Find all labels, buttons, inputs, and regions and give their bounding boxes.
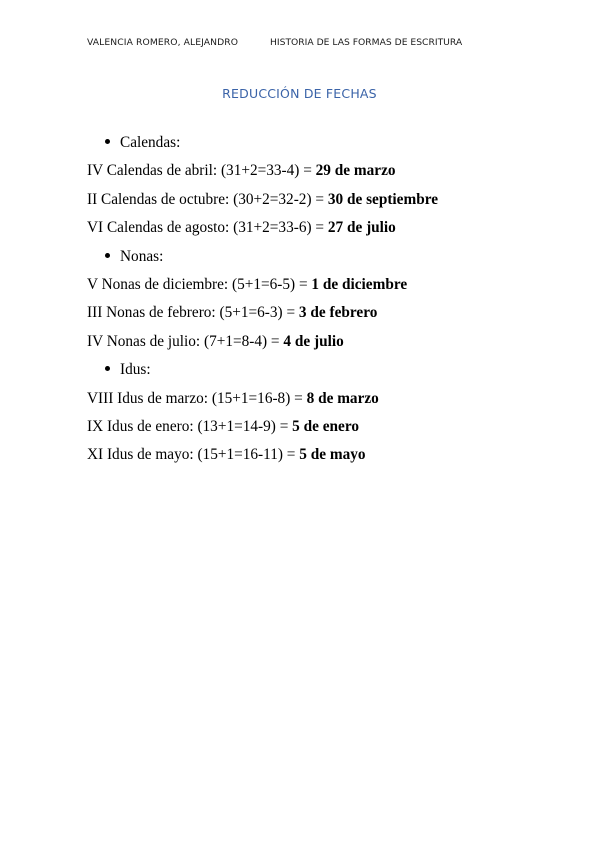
bullet-icon [105,139,110,144]
item-result: 4 de julio [283,332,344,350]
item-result: 1 de diciembre [311,275,408,293]
list-item [87,328,557,356]
item-result: 27 de julio [327,219,396,237]
list-item [87,441,557,469]
list-item [87,214,557,242]
section-heading-label: Idus: [120,361,151,379]
item-result: 8 de marzo [306,389,379,407]
item-text: II Calendas de octubre: (30+2=32-2) = [87,190,328,208]
item-text: IV Nonas de julio: (7+1=8-4) = [87,332,284,350]
item-result: 3 de febrero [298,304,378,322]
item-text: IV Calendas de abril: (31+2=33-4) = [87,162,316,180]
section-heading-idus [87,356,557,384]
header-author: VALENCIA ROMERO, ALEJANDRO [87,37,239,48]
section-heading-label: Nonas: [120,247,164,265]
section-heading-calendas [87,129,557,157]
section-heading-label: Calendas: [120,134,181,151]
document-body [87,129,557,470]
list-item [87,413,557,441]
item-result: 5 de enero [292,417,359,435]
item-result: 30 de septiembre [327,190,439,208]
item-result: 5 de mayo [299,446,366,464]
section-heading-nonas [87,243,557,271]
item-text: V Nonas de diciembre: (5+1=6-5) = [87,275,312,293]
list-item [87,157,557,185]
list-item [87,385,557,413]
bullet-icon [105,366,110,371]
item-result: 29 de marzo [315,162,396,180]
item-text: III Nonas de febrero: (5+1=6-3) = [87,304,299,322]
item-text: VI Calendas de agosto: (31+2=33-6) = [87,219,328,237]
item-text: VIII Idus de marzo: (15+1=16-8) = [87,389,307,407]
list-item [87,186,557,214]
item-text: XI Idus de mayo: (15+1=16-11) = [87,446,300,464]
header-subject: HISTORIA DE LAS FORMAS DE ESCRITURA [270,37,463,48]
item-text: IX Idus de enero: (13+1=14-9) = [87,417,293,435]
bullet-icon [105,253,110,258]
document-title: REDUCCIÓN DE FECHAS [222,86,377,101]
list-item [87,271,557,299]
list-item [87,299,557,327]
